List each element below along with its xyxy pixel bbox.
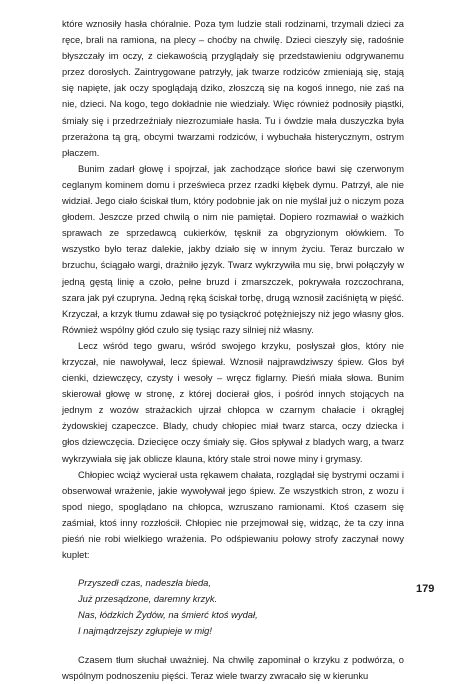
- paragraph-4: Chłopiec wciąż wycierał usta rękawem chałata, rozglądał się bystrymi oczami i obserwował wrażenie, jakie wywoływał jego śpiew. Ze wszystkich stron, z wozu i spod niego, spoglądano na chłopca, wzruszano ramionami. Ktoś czasem się zaśmiał, ktoś inny rozzłościł. Chłopiec nie przejmował się, widząc, że ta czy inna pieśń nie robi wielkiego wrażenia. Po odśpiewaniu połowy strofy zaczynał nowy kuplet:: [62, 469, 404, 561]
- paragraph-5: Czasem tłum słuchał uważniej. Na chwilę zapominał o krzyku z podwórza, o wspólnym podnoszeniu pięści. Teraz wiele twarzy zwracało się w kierunku: [62, 654, 404, 681]
- poem-line-4: I najmądrzejszy zgłupieje w mig!: [78, 626, 212, 637]
- poem-line-2: Już przesądzone, daremny krzyk.: [78, 594, 218, 605]
- poem-line-3: Nas, łódzkich Żydów, na śmierć ktoś wydał,: [78, 610, 258, 621]
- paragraph-1: które wznosiły hasła chóralnie. Poza tym ludzie stali rodzinami, trzymali dzieci za ręce, brali na ramiona, na plecy – choćby na chwilę. Dzieci cieszyły się, radośnie błyszczały im oczy, z ciekawością przyglądały się przedstawieniu odgrywanemu przez dorosłych. Zaintrygowane patrzyły, jak twarze rodziców zmieniają się, stają się napięte, jak oczy spoglądają dziko, złoszczą się na kogoś innego, nie zaś na nie, dzieci. Na kogo, tego dokładnie nie wiedziały. Więc również podnosiły piąstki, śmiały się i przedrzeźniały niezrozumiałe hasła. Tu i ówdzie mała duszyczka była przerażona tą grą, obcymi twarzami rodziców, i wybuchała histerycznym, ostrym płaczem.: [62, 19, 404, 158]
- paragraph-2: Bunim zadarł głowę i spojrzał, jak zachodzące słońce bawi się czerwonym ceglanym kominem domu i prześwieca przez rzadki kłębek dymu. Patrzył, ale nie widział. Jego ciało ściskał tłum, który podobnie jak on nie myślał już o niczym poza głodem. Jeszcze przed chwilą o nim nie pamiętał. Dopiero rozmawiał o ważkich sprawach ze sprzedawcą cukierków, tęsknił za obgryzionym ołówkiem. To wszystko było teraz dalekie, jakby działo się w innym życiu. Teraz burczało w brzuchu, ściągało wargi, drażniło język. Twarz wykrzywiła mu się, brwi połączyły w jedną gęstą linię a czoło, pełne bruzd i zmarszczek, pokrywała rozczochrana, szara jak pył czupryna. Jedną ręką ściskał torbę, drugą wznosił zaciśniętą w pięść. Krzyczał, a krzyk tłumu zdawał się po tysiąckroć potężniejszy niż jego własny głos. Również wspólny głód czuło się tysiąc razy silniej niż własny.: [62, 163, 404, 335]
- poem-spacer-top: [62, 563, 404, 575]
- paragraph-3: Lecz wśród tego gwaru, wśród swojego krzyku, posłyszał głos, który nie krzyczał, nie nawoływał, lecz śpiewał. Wznosił najprawdziwszy śpiew. Głos był cienki, dziewczęcy, czysty i wesoły – wręcz figlarny. Pieśń miała słowa. Bunim skierował głowę w stronę, z której docierał głos, i pośród innych stojących na jednym z wozów strażackich ujrzał chłopca w czarnym chałacie i okrągłej żydowskiej czapeczce. Blady, chudy chłopiec miał twarz starca, oczy dziecka i głos dziewczęcia. Dziecięce oczy śmiały się. Głos spływał z bladych warg, a twarz wykrzywiała się jak oblicze klauna, który stale stroi nowe miny i grymasy.: [62, 340, 404, 464]
- page-text: [62, 16, 404, 684]
- poem-spacer-bottom: [62, 640, 404, 652]
- poem-stanza: [78, 575, 404, 639]
- page-number: 179: [416, 583, 435, 595]
- poem-line-1: Przyszedł czas, nadeszła bieda,: [78, 578, 211, 589]
